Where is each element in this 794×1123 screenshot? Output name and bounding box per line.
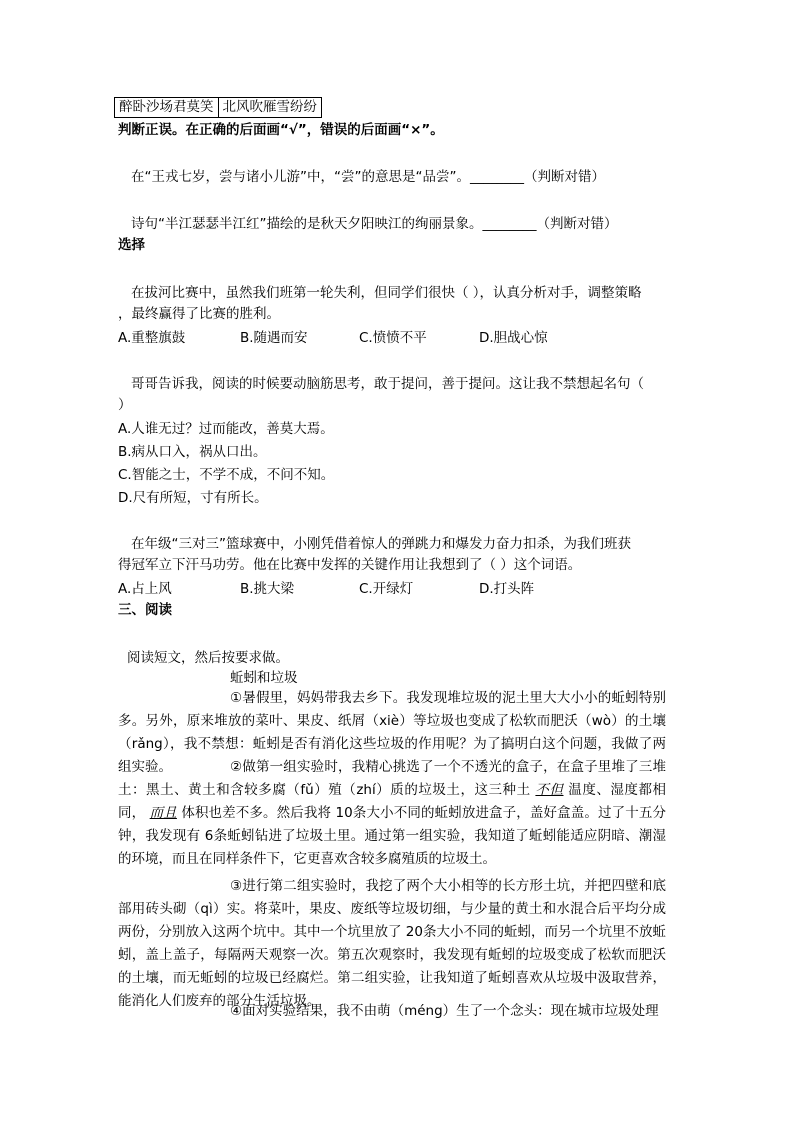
passage-paragraph-4: ④面对实验结果，我不由萌（méng）生了一个念头：现在城市垃圾处理 <box>230 1003 659 1019</box>
choice-q1-option-b: B.随遇而安 <box>240 330 308 346</box>
choice-q2-option-c: C.智能之士，不学不成，不问不知。 <box>118 467 335 483</box>
choice-q1-line-2: ，最终赢得了比赛的胜利。 <box>118 306 280 322</box>
passage-paragraph-2: ②做第一组实验时，我精心挑选了一个不透光的盒子，在盒子里堆了三堆土：黑土、黄土和含较多腐（fǔ）殖（zhí）质的垃圾土，这三种土 不但 温度、湿度都相同， 而且 体积也差不多。然后我将 10条大小不同的蚯蚓放进盒子，盖好盒盖。过了十五分钟，我发现有 6条蚯蚓钻进了垃圾土里。通过第一组实验，我知道了蚯蚓能适应阴暗、潮湿的环境，而且在同样条件下，它更喜欢含较多腐殖质的垃圾土。 <box>118 759 667 867</box>
choice-q2-option-b: B.病从口入，祸从口出。 <box>118 444 267 460</box>
choice-q1-line-1: 在拔河比赛中，虽然我们班第一轮失利，但同学们很快（ ），认真分析对手，调整策略 <box>131 285 642 301</box>
choice-q3-option-a: A.占上风 <box>118 581 172 597</box>
choice-q2-option-d: D.尺有所短，寸有所长。 <box>118 490 268 506</box>
choice-q2-line-1: 哥哥告诉我，阅读的时候要动脑筋思考，敢于提问，善于提问。这让我不禁想起名句（ <box>131 376 644 392</box>
underlined-word-budan: 不但 <box>535 782 564 798</box>
choice-q3-option-b: B.挑大梁 <box>240 581 295 597</box>
judge-heading: 判断正误。在正确的后面画“√”，错误的后面画“×”。 <box>118 122 444 138</box>
phrase-table <box>114 97 322 118</box>
choice-heading: 选择 <box>118 237 145 253</box>
judge-question-1: 在“王戎七岁，尝与诸小儿游”中，“尝”的意思是“品尝”。________（判断对错） <box>131 169 605 185</box>
choice-q2-option-a: A.人谁无过？过而能改，善莫大焉。 <box>118 421 334 437</box>
choice-q3-line-2: 得冠军立下汗马功劳。他在比赛中发挥的关键作用让我想到了（ ）这个词语。 <box>118 557 582 573</box>
reading-instruction: 阅读短文，然后按要求做。 <box>127 650 289 666</box>
choice-q2-line-2: ） <box>118 397 132 413</box>
passage-title: 蚯蚓和垃圾 <box>230 670 298 686</box>
choice-q1-option-a: A.重整旗鼓 <box>118 330 186 346</box>
underlined-word-erqie: 而且 <box>149 805 177 821</box>
choice-q3-option-d: D.打头阵 <box>479 581 535 597</box>
passage-paragraph-3: ③进行第二组实验时，我挖了两个大小相等的长方形土坑，并把四壁和底部用砖头砌（qì）实。将菜叶，果皮、废纸等垃圾切细，与少量的黄土和水混合后平均分成两份，分别放入这两个坑中。其中一个坑里放了 20条大小不同的蚯蚓，而另一个坑里不放蚯蚓，盖上盖子，每隔两天观察一次。第五次观察时，我发现有蚯蚓的垃圾变成了松软而肥沃的土壤，而无蚯蚓的垃圾已经腐烂。第二组实验，让我知道了蚯蚓喜欢从垃圾中汲取营养，能消化人们废弃的部分生活垃圾。 <box>118 878 666 1009</box>
phrase-cell: 醉卧沙场君莫笑 <box>115 98 219 118</box>
phrase-cell: 北风吹雁雪纷纷 <box>218 98 322 118</box>
choice-q1-option-c: C.愤愤不平 <box>359 330 427 346</box>
choice-q3-option-c: C.开绿灯 <box>359 581 414 597</box>
passage-paragraph-1: ①暑假里，妈妈带我去乡下。我发现堆垃圾的泥土里大大小小的蚯蚓特别多。另外，原来堆放的菜叶、果皮、纸屑（xiè）等垃圾也变成了松软而肥沃（wò）的土壤（rǎng），我不禁想：蚯蚓是否有消化这些垃圾的作用呢？为了搞明白这个问题，我做了两组实验。 <box>118 690 666 775</box>
choice-q1-option-d: D.胆战心惊 <box>479 330 548 346</box>
choice-q3-line-1: 在年级“三对三”篮球赛中，小刚凭借着惊人的弹跳力和爆发力奋力扣杀，为我们班获 <box>131 536 631 552</box>
reading-heading: 三、阅读 <box>118 602 172 618</box>
judge-question-2: 诗句“半江瑟瑟半江红”描绘的是秋天夕阳映江的绚丽景象。________（判断对错） <box>131 216 618 232</box>
